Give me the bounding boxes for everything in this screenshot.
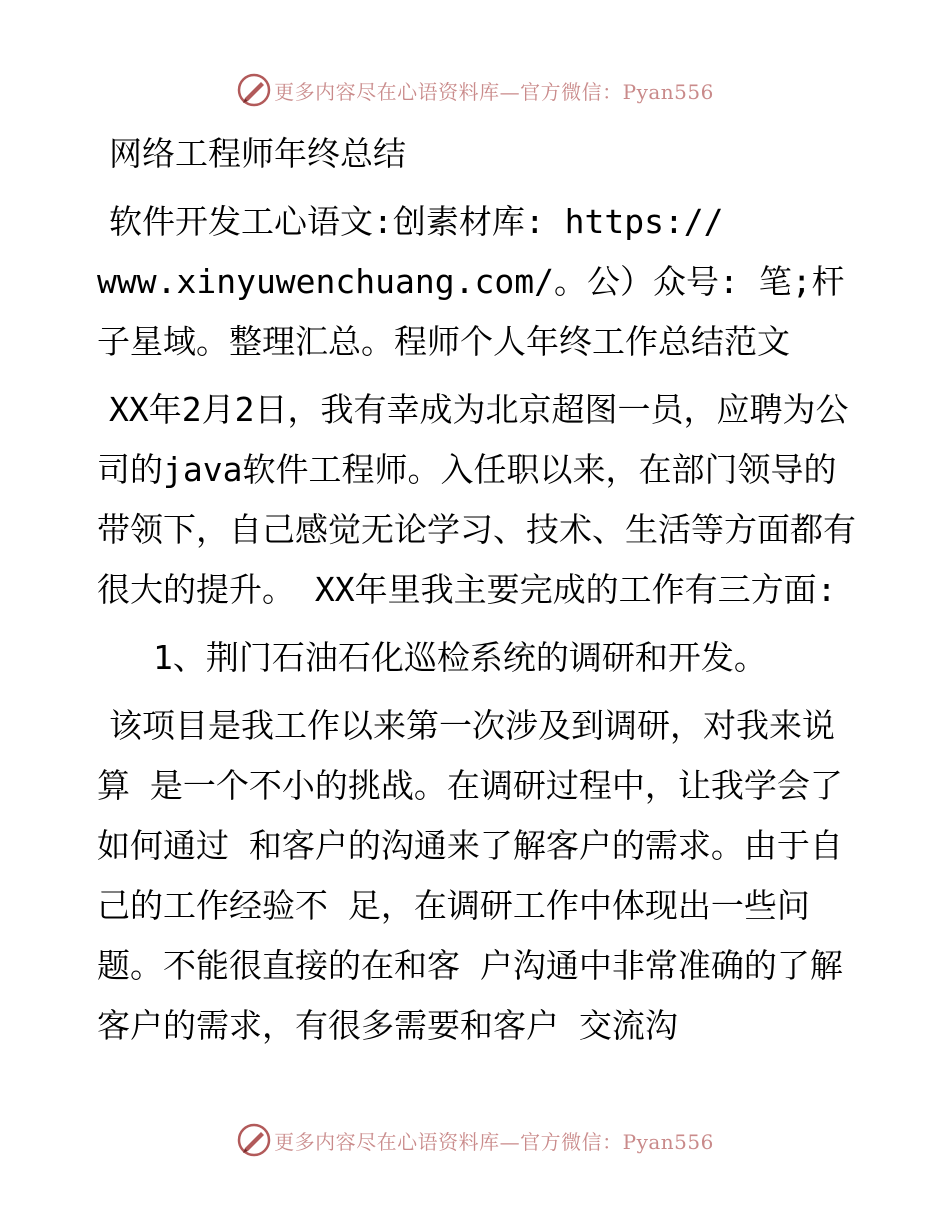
document-title: 网络工程师年终总结: [109, 134, 406, 173]
watermark-text: 更多内容尽在心语资料库—官方微信：Pyan556: [274, 1129, 714, 1154]
list-item-1: 1、荆门石油石化巡检系统的调研和开发。: [153, 638, 767, 677]
watermark-text: 更多内容尽在心语资料库—官方微信：Pyan556: [274, 79, 714, 104]
header-watermark: [0, 70, 950, 110]
pen-logo-icon: [236, 72, 272, 108]
pen-logo-icon: [236, 1122, 272, 1158]
document-body: [97, 124, 857, 1056]
paragraph-1: XX年2月2日，我有幸成为北京超图一员，应聘为公 司的java软件工程师。入任职以来，在部门领导的带领下，自己感觉无论学习、技术、生活等方面都有很大的提升。 XX年里我主要完成的工作有三方面:: [97, 390, 856, 609]
intro-paragraph: 软件开发工心语文:创素材库: https:// www.xinyuwenchuang.com/。公）众号: 笔;杆子星域。整理汇总。程师个人年终工作总结范文: [97, 202, 845, 361]
footer-watermark: [0, 1120, 950, 1160]
paragraph-2: 该项目是我工作以来第一次涉及到调研，对我来说算 是一个不小的挑战。在调研过程中，让我学会了如何通过 和客户的沟通来了解客户的需求。由于自己的工作经验不 足，在调研工作中体现出一些问题。不能很直接的在和客 户沟通中非常准确的了解客户的需求，有很多需要和客户 交流沟: [97, 706, 843, 1045]
